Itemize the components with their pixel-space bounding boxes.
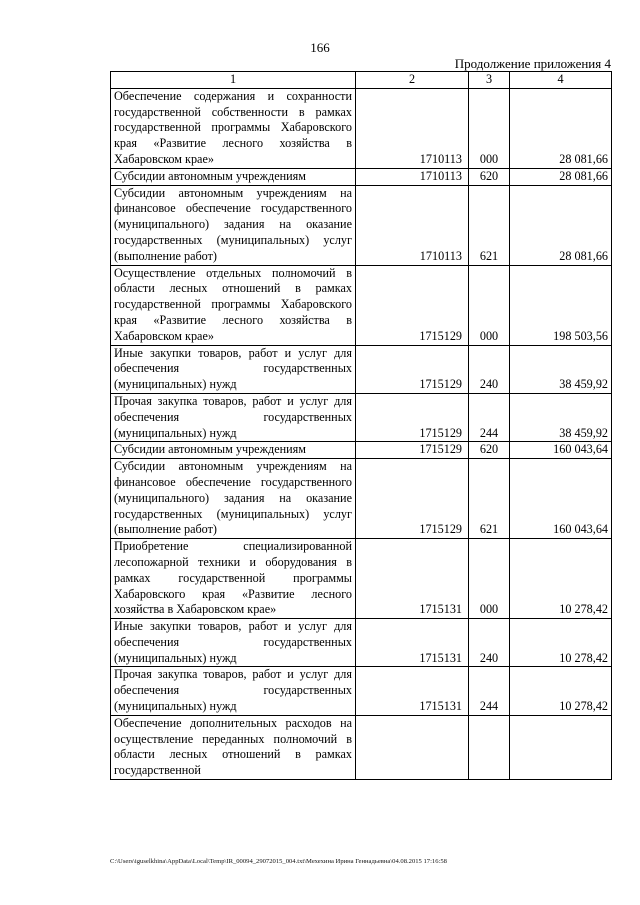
row-code-cell: 1715129 — [356, 265, 469, 345]
row-code-cell: 1710113 — [356, 88, 469, 168]
row-type-cell — [469, 715, 510, 779]
budget-table — [110, 71, 612, 780]
row-code-cell: 1715129 — [356, 459, 469, 539]
row-name-cell: Субсидии автономным учреждениям на финансовое обеспечение государственного (муниципального) задания на оказание государственных (муниципальных) услуг (выполнение работ) — [111, 185, 356, 265]
table-row — [111, 715, 612, 779]
row-name-cell: Прочая закупка товаров, работ и услуг для обеспечения государственных (муниципальных) нужд — [111, 393, 356, 441]
file-path-footer: C:\Users\iguselkhina\AppData\Local\Temp\IR_00094_29072015_004.txt\Мехехина Ирина Геннадьевна\04.08.2015 17:16:58 — [110, 858, 447, 865]
row-code-cell: 1715129 — [356, 345, 469, 393]
table-row — [111, 442, 612, 459]
row-code-cell: 1715129 — [356, 393, 469, 441]
table-row — [111, 459, 612, 539]
row-amount-cell: 10 278,42 — [510, 539, 612, 619]
row-amount-cell: 28 081,66 — [510, 88, 612, 168]
row-name-cell: Прочая закупка товаров, работ и услуг для обеспечения государственных (муниципальных) нужд — [111, 667, 356, 715]
row-type-cell: 244 — [469, 667, 510, 715]
page-number: 166 — [310, 40, 330, 55]
table-header-row — [111, 72, 612, 89]
header-col-2: 2 — [356, 72, 469, 89]
row-amount-cell: 38 459,92 — [510, 393, 612, 441]
row-name-cell: Обеспечение дополнительных расходов на осуществление переданных полномочий в области лесных отношений в рамках государственной — [111, 715, 356, 779]
row-type-cell: 244 — [469, 393, 510, 441]
row-type-cell: 000 — [469, 88, 510, 168]
appendix-continuation-label: Продолжение приложения 4 — [454, 56, 611, 71]
header-col-4: 4 — [510, 72, 612, 89]
row-amount-cell — [510, 715, 612, 779]
row-name-cell: Субсидии автономным учреждениям на финансовое обеспечение государственного (муниципального) задания на оказание государственных (муниципальных) услуг (выполнение работ) — [111, 459, 356, 539]
table-row — [111, 667, 612, 715]
row-code-cell: 1715131 — [356, 619, 469, 667]
row-type-cell: 620 — [469, 168, 510, 185]
row-type-cell: 621 — [469, 185, 510, 265]
row-name-cell: Обеспечение содержания и сохранности государственной собственности в рамках государственной программы Хабаровского края «Развитие лесного хозяйства в Хабаровском крае» — [111, 88, 356, 168]
row-amount-cell: 38 459,92 — [510, 345, 612, 393]
table-row — [111, 345, 612, 393]
row-name-cell: Осуществление отдельных полномочий в области лесных отношений в рамках государственной программы Хабаровского края «Развитие лесного хозяйства в Хабаровском крае» — [111, 265, 356, 345]
table-row — [111, 168, 612, 185]
table-row — [111, 539, 612, 619]
row-amount-cell: 198 503,56 — [510, 265, 612, 345]
row-amount-cell: 10 278,42 — [510, 619, 612, 667]
header-col-1: 1 — [111, 72, 356, 89]
row-type-cell: 000 — [469, 539, 510, 619]
row-code-cell: 1715129 — [356, 442, 469, 459]
table-row — [111, 185, 612, 265]
row-amount-cell: 28 081,66 — [510, 168, 612, 185]
row-code-cell: 1715131 — [356, 667, 469, 715]
row-amount-cell: 160 043,64 — [510, 459, 612, 539]
row-code-cell — [356, 715, 469, 779]
row-name-cell: Субсидии автономным учреждениям — [111, 442, 356, 459]
row-type-cell: 621 — [469, 459, 510, 539]
table-row — [111, 265, 612, 345]
row-name-cell: Приобретение специализированной лесопожарной техники и оборудования в рамках государственной программы Хабаровского края «Развитие лесного хозяйства в Хабаровском крае» — [111, 539, 356, 619]
row-name-cell: Субсидии автономным учреждениям — [111, 168, 356, 185]
row-type-cell: 620 — [469, 442, 510, 459]
header-col-3: 3 — [469, 72, 510, 89]
row-name-cell: Иные закупки товаров, работ и услуг для обеспечения государственных (муниципальных) нужд — [111, 619, 356, 667]
table-row — [111, 393, 612, 441]
table-row — [111, 619, 612, 667]
row-type-cell: 000 — [469, 265, 510, 345]
row-amount-cell: 28 081,66 — [510, 185, 612, 265]
row-type-cell: 240 — [469, 619, 510, 667]
row-name-cell: Иные закупки товаров, работ и услуг для обеспечения государственных (муниципальных) нужд — [111, 345, 356, 393]
table-row — [111, 88, 612, 168]
row-amount-cell: 160 043,64 — [510, 442, 612, 459]
row-code-cell: 1715131 — [356, 539, 469, 619]
row-amount-cell: 10 278,42 — [510, 667, 612, 715]
row-type-cell: 240 — [469, 345, 510, 393]
row-code-cell: 1710113 — [356, 168, 469, 185]
row-code-cell: 1710113 — [356, 185, 469, 265]
